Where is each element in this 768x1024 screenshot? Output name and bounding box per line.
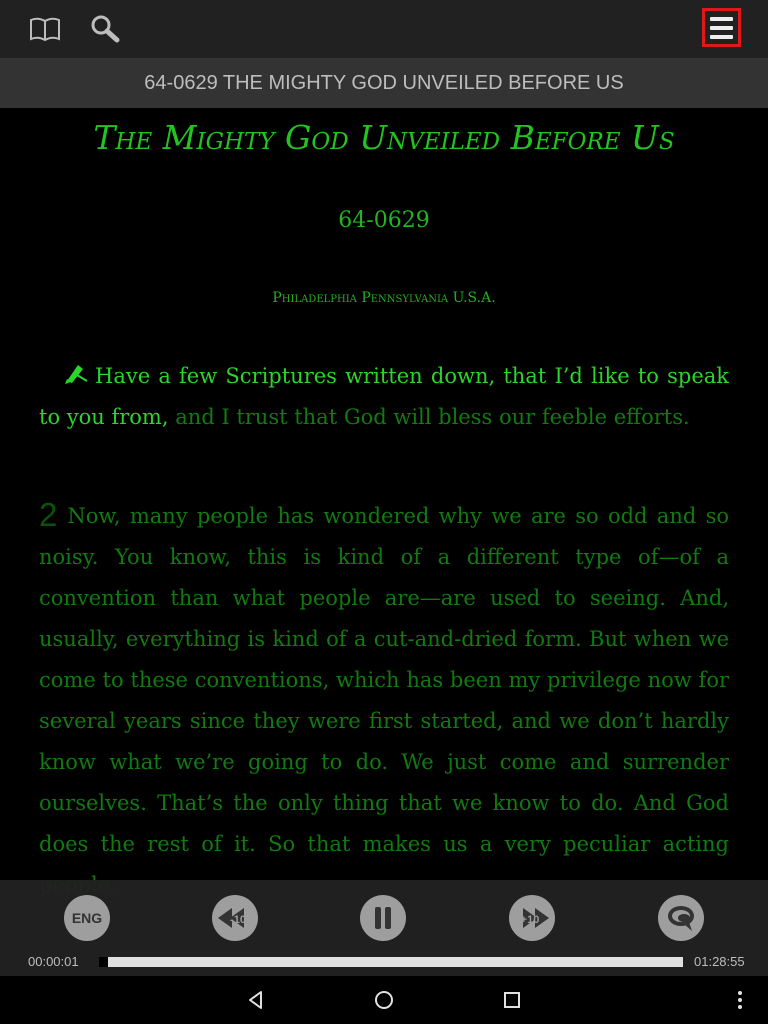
paragraph-1-text: and I trust that God will bless our feeble efforts. (168, 405, 690, 429)
more-icon (728, 988, 752, 1012)
hamburger-menu-icon-bar (710, 35, 733, 39)
pause-icon (360, 895, 406, 941)
paragraph-number: 2 (39, 496, 58, 533)
seek-bar[interactable] (99, 957, 683, 967)
pen-icon (63, 361, 89, 385)
paragraph-2-text: Now, many people has wondered why we are so odd and so noisy. You know, this is kind of a different type of—of a convention than what people are—are used to seeing. And, usually, everything is kind of a cut-and-dried form. But when we come to these conventions, which has been my privilege now for several years since they were first started, and we don’t hardly know what we’re going to do. We just come and surrender ourselves. That’s the only thing that we know to do. And God does the rest of it. So that makes us a very peculiar acting (39, 504, 729, 856)
highlighted-text: Have a few Scriptures written down, that I’d like to speak to you from, (39, 364, 729, 429)
sermon-title-bar: 64-0629 THE MIGHTY GOD UNVEILED BEFORE US (0, 58, 768, 108)
language-button[interactable]: ENG (64, 895, 110, 941)
rewind-button[interactable] (212, 895, 258, 941)
document-title: The Mighty God Unveiled Before Us (93, 118, 675, 157)
menu-button[interactable] (702, 8, 741, 47)
paragraph-2[interactable] (39, 494, 729, 906)
back-icon (244, 988, 268, 1012)
hamburger-menu-icon (710, 17, 733, 21)
forward-button[interactable] (509, 895, 555, 941)
pause-button[interactable] (360, 895, 406, 941)
chat-icon (658, 895, 704, 941)
paragraph-1[interactable] (39, 356, 729, 438)
seek-handle[interactable] (99, 957, 108, 967)
home-button[interactable] (372, 988, 396, 1012)
chat-button[interactable] (658, 895, 704, 941)
search-icon[interactable] (85, 9, 125, 49)
forward-label: +10 (520, 914, 540, 926)
document-view[interactable] (0, 108, 768, 880)
recents-button[interactable] (500, 988, 524, 1012)
back-button[interactable] (244, 988, 268, 1012)
elapsed-time: 00:00:01 (28, 954, 79, 969)
system-nav-bar (0, 976, 768, 1024)
book-icon[interactable] (25, 9, 65, 49)
hamburger-menu-icon-bar (710, 26, 733, 30)
fast-forward-icon (509, 895, 555, 941)
audio-player (0, 880, 768, 976)
total-time: 01:28:55 (694, 954, 745, 969)
document-code: 64-0629 (338, 208, 430, 233)
rewind-label: -10 (230, 914, 246, 926)
document-place: Philadelphia Pennsylvania U.S.A. (272, 290, 496, 306)
more-options-button[interactable] (728, 988, 752, 1012)
rewind-icon (212, 895, 258, 941)
top-toolbar (0, 0, 768, 58)
recents-icon (500, 988, 524, 1012)
home-icon (372, 988, 396, 1012)
